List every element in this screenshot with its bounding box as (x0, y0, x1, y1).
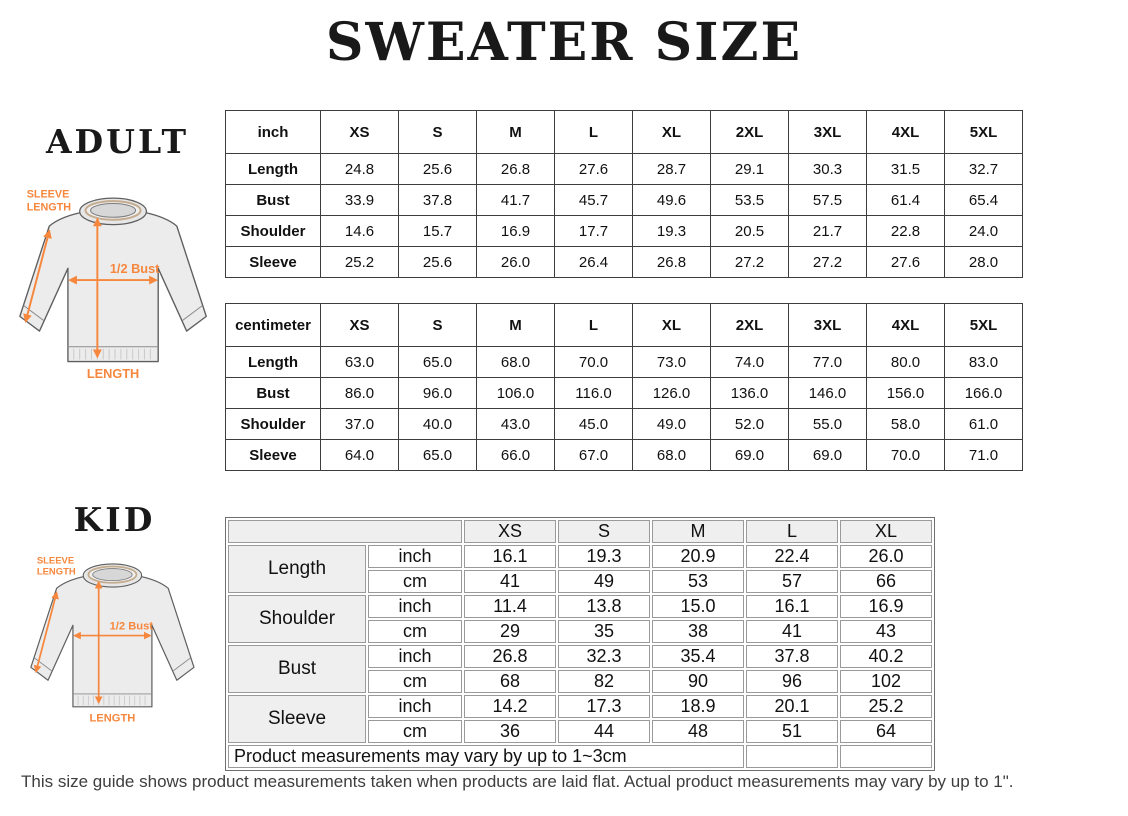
sweater-body-outline (31, 574, 194, 707)
value-cell: 14.6 (321, 216, 399, 247)
measurement-label-cell: Bust (228, 645, 366, 693)
value-cell: 31.5 (867, 154, 945, 185)
value-cell: 77.0 (789, 347, 867, 378)
value-cell: 61.4 (867, 185, 945, 216)
value-cell: 11.4 (464, 595, 556, 618)
value-cell: 52.0 (711, 409, 789, 440)
empty-cell (746, 745, 838, 768)
value-cell: 66.0 (477, 440, 555, 471)
size-column-header: XL (633, 304, 711, 347)
table-row (228, 595, 932, 618)
value-cell: 41.7 (477, 185, 555, 216)
measurement-label-cell: Shoulder (226, 216, 321, 247)
value-cell: 21.7 (789, 216, 867, 247)
value-cell: 82 (558, 670, 650, 693)
value-cell: 27.6 (555, 154, 633, 185)
value-cell: 70.0 (555, 347, 633, 378)
collar-opening (93, 569, 132, 581)
unit-cell: inch (368, 595, 462, 618)
value-cell: 64 (840, 720, 932, 743)
unit-cell: inch (368, 645, 462, 668)
value-cell: 29.1 (711, 154, 789, 185)
value-cell: 20.5 (711, 216, 789, 247)
value-cell: 14.2 (464, 695, 556, 718)
unit-header-cell: centimeter (226, 304, 321, 347)
adult-centimeter-table (225, 303, 1023, 471)
size-column-header: M (477, 304, 555, 347)
value-cell: 69.0 (711, 440, 789, 471)
size-guide-footnote: This size guide shows product measurements taken when products are laid flat. Actual product measurements may vary by up to 1". (21, 772, 1014, 791)
value-cell: 166.0 (945, 378, 1023, 409)
value-cell: 51 (746, 720, 838, 743)
sleeve-length-label-line2: LENGTH (36, 566, 76, 578)
value-cell: 33.9 (321, 185, 399, 216)
table-row (226, 409, 1023, 440)
value-cell: 26.8 (477, 154, 555, 185)
value-cell: 24.8 (321, 154, 399, 185)
value-cell: 83.0 (945, 347, 1023, 378)
value-cell: 73.0 (633, 347, 711, 378)
half-bust-label: 1/2 Bust (109, 261, 160, 277)
sleeve-length-label-line1: SLEEVE (36, 555, 75, 567)
size-column-header: 4XL (867, 304, 945, 347)
measurement-label-cell: Length (226, 154, 321, 185)
value-cell: 65.4 (945, 185, 1023, 216)
unit-cell: cm (368, 720, 462, 743)
unit-cell: cm (368, 570, 462, 593)
value-cell: 32.3 (558, 645, 650, 668)
value-cell: 41 (746, 620, 838, 643)
unit-cell: cm (368, 670, 462, 693)
value-cell: 26.8 (633, 247, 711, 278)
value-cell: 96.0 (399, 378, 477, 409)
size-column-header: S (399, 111, 477, 154)
empty-cell (840, 745, 932, 768)
kid-sweater-diagram (24, 548, 206, 730)
value-cell: 18.9 (652, 695, 744, 718)
value-cell: 74.0 (711, 347, 789, 378)
size-column-header: XS (464, 520, 556, 543)
value-cell: 16.1 (746, 595, 838, 618)
value-cell: 69.0 (789, 440, 867, 471)
value-cell: 25.2 (840, 695, 932, 718)
value-cell: 49 (558, 570, 650, 593)
value-cell: 35.4 (652, 645, 744, 668)
size-column-header: M (652, 520, 744, 543)
measurement-label-cell: Shoulder (228, 595, 366, 643)
size-column-header: XL (840, 520, 932, 543)
value-cell: 96 (746, 670, 838, 693)
value-cell: 146.0 (789, 378, 867, 409)
sleeve-length-label-line1: SLEEVE (26, 188, 70, 201)
size-column-header: XS (321, 111, 399, 154)
size-column-header: 5XL (945, 111, 1023, 154)
size-column-header: 2XL (711, 111, 789, 154)
unit-cell: inch (368, 545, 462, 568)
adult-inch-table (225, 110, 1023, 278)
value-cell: 65.0 (399, 440, 477, 471)
value-cell: 136.0 (711, 378, 789, 409)
value-cell: 64.0 (321, 440, 399, 471)
adult-section-label: ADULT (45, 122, 190, 161)
size-column-header: XS (321, 304, 399, 347)
kid-section-label: KID (73, 500, 156, 539)
measurement-label-cell: Bust (226, 185, 321, 216)
value-cell: 57 (746, 570, 838, 593)
value-cell: 40.0 (399, 409, 477, 440)
value-cell: 41 (464, 570, 556, 593)
value-cell: 126.0 (633, 378, 711, 409)
value-cell: 19.3 (633, 216, 711, 247)
size-column-header: S (558, 520, 650, 543)
value-cell: 106.0 (477, 378, 555, 409)
unit-header-cell: inch (226, 111, 321, 154)
size-column-header: XL (633, 111, 711, 154)
value-cell: 28.0 (945, 247, 1023, 278)
value-cell: 29 (464, 620, 556, 643)
table-row (226, 154, 1023, 185)
value-cell: 40.2 (840, 645, 932, 668)
length-label: LENGTH (89, 712, 136, 725)
value-cell: 48 (652, 720, 744, 743)
table-row (226, 247, 1023, 278)
value-cell: 19.3 (558, 545, 650, 568)
size-column-header: 3XL (789, 304, 867, 347)
value-cell: 80.0 (867, 347, 945, 378)
value-cell: 15.0 (652, 595, 744, 618)
value-cell: 53.5 (711, 185, 789, 216)
value-cell: 37.8 (399, 185, 477, 216)
value-cell: 22.8 (867, 216, 945, 247)
value-cell: 16.9 (477, 216, 555, 247)
sweater-body-outline (20, 209, 206, 361)
value-cell: 55.0 (789, 409, 867, 440)
table-note-row (228, 745, 932, 768)
value-cell: 43 (840, 620, 932, 643)
value-cell: 25.6 (399, 247, 477, 278)
value-cell: 45.0 (555, 409, 633, 440)
value-cell: 156.0 (867, 378, 945, 409)
value-cell: 71.0 (945, 440, 1023, 471)
value-cell: 49.6 (633, 185, 711, 216)
value-cell: 30.3 (789, 154, 867, 185)
collar-opening (90, 204, 135, 218)
half-bust-label: 1/2 Bust (109, 620, 154, 633)
value-cell: 58.0 (867, 409, 945, 440)
value-cell: 63.0 (321, 347, 399, 378)
value-cell: 37.8 (746, 645, 838, 668)
size-column-header: 3XL (789, 111, 867, 154)
value-cell: 37.0 (321, 409, 399, 440)
value-cell: 17.3 (558, 695, 650, 718)
value-cell: 26.0 (840, 545, 932, 568)
table-row (226, 185, 1023, 216)
value-cell: 57.5 (789, 185, 867, 216)
size-column-header: 5XL (945, 304, 1023, 347)
value-cell: 16.1 (464, 545, 556, 568)
value-cell: 86.0 (321, 378, 399, 409)
value-cell: 49.0 (633, 409, 711, 440)
value-cell: 26.4 (555, 247, 633, 278)
value-cell: 70.0 (867, 440, 945, 471)
size-column-header: L (746, 520, 838, 543)
value-cell: 38 (652, 620, 744, 643)
table-row (228, 695, 932, 718)
size-column-header: 2XL (711, 304, 789, 347)
value-cell: 67.0 (555, 440, 633, 471)
measurement-label-cell: Sleeve (226, 440, 321, 471)
measurement-label-cell: Shoulder (226, 409, 321, 440)
kid-size-table (225, 517, 935, 771)
value-cell: 28.7 (633, 154, 711, 185)
size-column-header: 4XL (867, 111, 945, 154)
table-row (226, 440, 1023, 471)
unit-cell: cm (368, 620, 462, 643)
value-cell: 45.7 (555, 185, 633, 216)
measurement-label-cell: Length (226, 347, 321, 378)
size-column-header: S (399, 304, 477, 347)
value-cell: 13.8 (558, 595, 650, 618)
value-cell: 43.0 (477, 409, 555, 440)
value-cell: 44 (558, 720, 650, 743)
value-cell: 15.7 (399, 216, 477, 247)
value-cell: 65.0 (399, 347, 477, 378)
value-cell: 24.0 (945, 216, 1023, 247)
size-column-header: L (555, 304, 633, 347)
value-cell: 27.6 (867, 247, 945, 278)
value-cell: 25.2 (321, 247, 399, 278)
value-cell: 102 (840, 670, 932, 693)
sleeve-length-label-line2: LENGTH (26, 201, 72, 214)
measurement-label-cell: Length (228, 545, 366, 593)
value-cell: 27.2 (711, 247, 789, 278)
measurement-label-cell: Sleeve (228, 695, 366, 743)
page-title: SWEATER SIZE (325, 12, 803, 73)
value-cell: 68.0 (477, 347, 555, 378)
value-cell: 53 (652, 570, 744, 593)
corner-cell (228, 520, 462, 543)
value-cell: 35 (558, 620, 650, 643)
value-cell: 27.2 (789, 247, 867, 278)
value-cell: 25.6 (399, 154, 477, 185)
value-cell: 22.4 (746, 545, 838, 568)
value-cell: 17.7 (555, 216, 633, 247)
value-cell: 26.0 (477, 247, 555, 278)
value-cell: 32.7 (945, 154, 1023, 185)
table-row (226, 216, 1023, 247)
length-label: LENGTH (86, 366, 140, 382)
value-cell: 20.1 (746, 695, 838, 718)
size-column-header: M (477, 111, 555, 154)
value-cell: 66 (840, 570, 932, 593)
value-cell: 16.9 (840, 595, 932, 618)
table-row (226, 347, 1023, 378)
table-row (228, 645, 932, 668)
measurement-label-cell: Bust (226, 378, 321, 409)
value-cell: 20.9 (652, 545, 744, 568)
value-cell: 68 (464, 670, 556, 693)
adult-sweater-diagram (12, 180, 220, 388)
value-cell: 61.0 (945, 409, 1023, 440)
value-cell: 36 (464, 720, 556, 743)
value-cell: 116.0 (555, 378, 633, 409)
value-cell: 68.0 (633, 440, 711, 471)
value-cell: 90 (652, 670, 744, 693)
unit-cell: inch (368, 695, 462, 718)
table-row (226, 378, 1023, 409)
value-cell: 26.8 (464, 645, 556, 668)
kid-table-note-cell: Product measurements may vary by up to 1~3cm (228, 745, 744, 768)
measurement-label-cell: Sleeve (226, 247, 321, 278)
table-row (228, 545, 932, 568)
size-column-header: L (555, 111, 633, 154)
